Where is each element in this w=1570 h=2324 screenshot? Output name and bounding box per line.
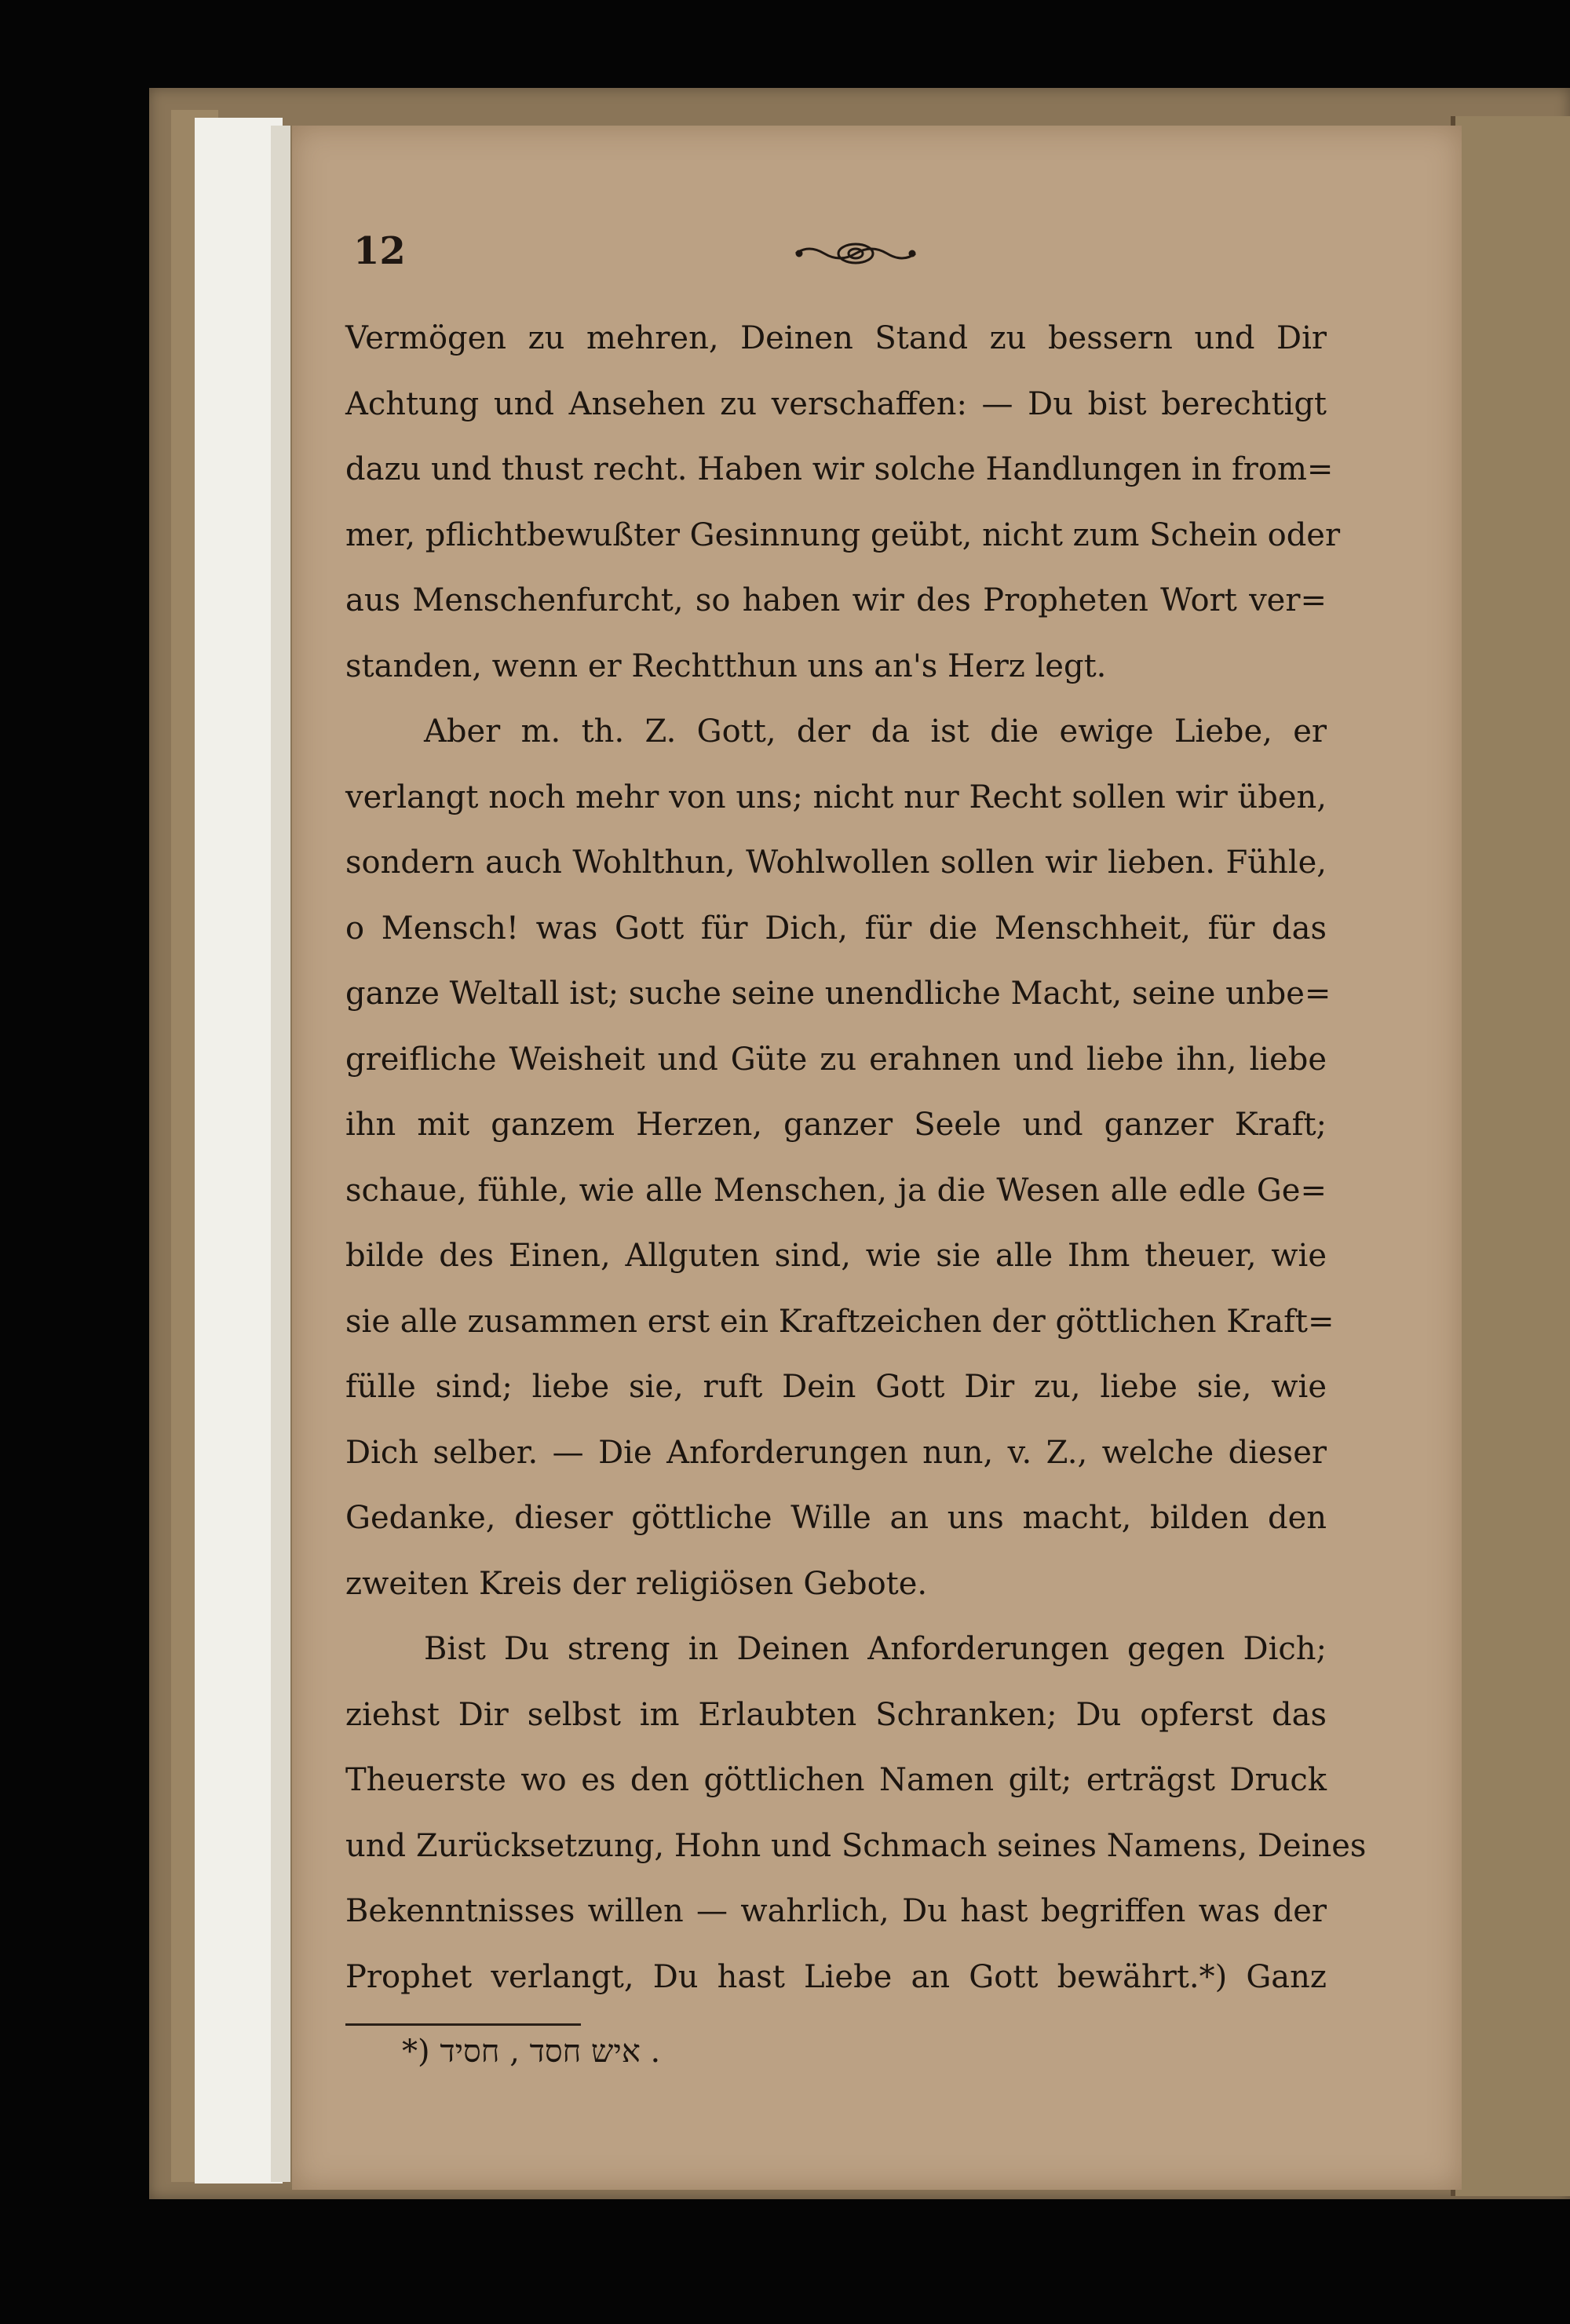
text-line: verlangt noch mehr von uns; nicht nur Recht sollen wir üben, — [345, 779, 1327, 815]
flyleaf-edge — [271, 126, 290, 2182]
text-line: aus Menschenfurcht, so haben wir des Propheten Wort ver= — [345, 582, 1327, 618]
facing-page-edge — [1451, 116, 1570, 2196]
text-line: sie alle zusammen erst ein Kraftzeichen der göttlichen Kraft= — [345, 1303, 1334, 1340]
text-line: ziehst Dir selbst im Erlaubten Schranken; Du opferst das — [345, 1696, 1327, 1733]
text-line: Dich selber. — Die Anforderungen nun, v. Z., welche dieser — [345, 1434, 1327, 1471]
ornament-icon — [793, 239, 918, 268]
text-line: standen, wenn er Rechtthun uns an's Herz legt. — [345, 648, 1107, 684]
text-line: bilde des Einen, Allguten sind, wie sie alle Ihm theuer, wie — [345, 1238, 1327, 1274]
text-line: sondern auch Wohlthun, Wohlwollen sollen wir lieben. Fühle, — [345, 845, 1327, 881]
text-line: zweiten Kreis der religiösen Gebote. — [345, 1565, 928, 1602]
text-line: ihn mit ganzem Herzen, ganzer Seele und ganzer Kraft; — [345, 1107, 1327, 1143]
text-line: fülle sind; liebe sie, ruft Dein Gott Dir zu, liebe sie, wie — [345, 1369, 1327, 1405]
text-line: Vermögen zu mehren, Deinen Stand zu bessern und Dir — [345, 320, 1327, 356]
text-line: Theuerste wo es den göttlichen Namen gilt; erträgst Druck — [345, 1762, 1327, 1798]
text-line: Aber m. th. Z. Gott, der da ist die ewige Liebe, er — [424, 713, 1327, 750]
footnote: *) איש חסד , חסיד . — [402, 2034, 661, 2070]
text-line: greifliche Weisheit und Güte zu erahnen und liebe ihn, liebe — [345, 1041, 1327, 1078]
flyleaf-paper — [195, 118, 283, 2184]
text-line: Achtung und Ansehen zu verschaffen: — Du bist berechtigt — [345, 385, 1327, 422]
page-number: 12 — [353, 229, 406, 273]
text-line: Prophet verlangt, Du hast Liebe an Gott bewährt.*) Ganz — [345, 1958, 1327, 1995]
text-line: ganze Weltall ist; suche seine unendliche Macht, seine unbe= — [345, 976, 1331, 1012]
text-line: und Zurücksetzung, Hohn und Schmach seines Namens, Deines — [345, 1827, 1367, 1864]
text-line: dazu und thust recht. Haben wir solche Handlungen in from= — [345, 451, 1334, 487]
text-line: schaue, fühle, wie alle Menschen, ja die Wesen alle edle Ge= — [345, 1172, 1327, 1209]
text-line: Gedanke, dieser göttliche Wille an uns macht, bilden den — [345, 1500, 1327, 1536]
text-line: Bist Du streng in Deinen Anforderungen gegen Dich; — [424, 1631, 1327, 1667]
text-line: mer, pflichtbewußter Gesinnung geübt, nicht zum Schein oder — [345, 516, 1341, 553]
footnote-rule — [345, 2023, 581, 2026]
text-line: Bekenntnisses willen — wahrlich, Du hast begriffen was der — [345, 1893, 1327, 1929]
body-text — [345, 306, 1367, 2010]
text-line: o Mensch! was Gott für Dich, für die Menschheit, für das — [345, 910, 1327, 947]
